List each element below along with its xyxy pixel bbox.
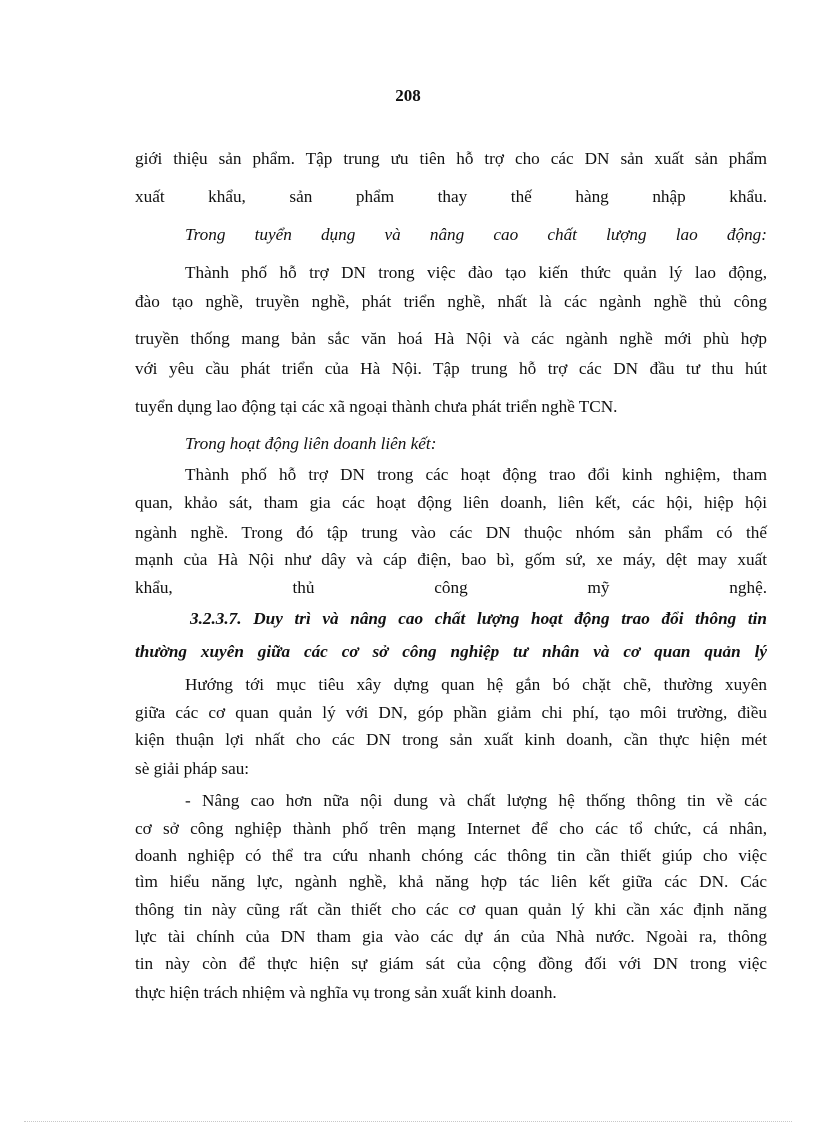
text-line: xuất khẩu, sản phẩm thay thế hàng nhập khẩu. bbox=[135, 187, 767, 206]
text-line: tìm hiểu năng lực, ngành nghề, khả năng hợp tác liên kết giữa các DN. Các bbox=[135, 872, 767, 891]
text-line: kiện thuận lợi nhất cho các DN trong sản xuất kinh doanh, cần thực hiện mét bbox=[135, 730, 767, 749]
text-line: doanh nghiệp có thể tra cứu nhanh chóng các thông tin cần thiết giúp cho việc bbox=[135, 846, 767, 865]
text-line: Thành phố hỗ trợ DN trong các hoạt động trao đổi kinh nghiệm, tham bbox=[185, 465, 767, 484]
section-heading: 3.2.3.7. Duy trì và nâng cao chất lượng hoạt động trao đổi thông tin bbox=[190, 609, 767, 628]
text-line: khẩu, thủ công mỹ nghệ. bbox=[135, 578, 767, 597]
subheading-joint-venture: Trong hoạt động liên doanh liên kết: bbox=[185, 434, 437, 453]
text-line: Thành phố hỗ trợ DN trong việc đào tạo kiến thức quản lý lao động, bbox=[185, 263, 767, 282]
subheading-recruitment: Trong tuyển dụng và nâng cao chất lượng lao động: bbox=[185, 225, 767, 244]
text-line: với yêu cầu phát triển của Hà Nội. Tập trung hỗ trợ các DN đầu tư thu hút bbox=[135, 359, 767, 378]
text-line: thông tin này cũng rất cần thiết cho các cơ quan quản lý khi cần xác định năng bbox=[135, 900, 767, 919]
text-line: đào tạo nghề, truyền nghề, phát triển nghề, nhất là các ngành nghề thủ công bbox=[135, 292, 767, 311]
section-heading: thường xuyên giữa các cơ sở công nghiệp tư nhân và cơ quan quản lý bbox=[135, 642, 767, 661]
text-line: quan, khảo sát, tham gia các hoạt động liên doanh, liên kết, các hội, hiệp hội bbox=[135, 493, 767, 512]
text-line: tin này còn để thực hiện sự giám sát của cộng đồng đối với DN trong việc bbox=[135, 954, 767, 973]
text-line: cơ sở công nghiệp thành phố trên mạng Internet để cho các tổ chức, cá nhân, bbox=[135, 819, 767, 838]
text-line: tuyển dụng lao động tại các xã ngoại thành chưa phát triển nghề TCN. bbox=[135, 397, 618, 416]
text-line: sè giải pháp sau: bbox=[135, 759, 250, 778]
text-line: truyền thống mang bản sắc văn hoá Hà Nội và các ngành nghề mới phù hợp bbox=[135, 329, 767, 348]
text-line: lực tài chính của DN tham gia vào các dự án của Nhà nước. Ngoài ra, thông bbox=[135, 927, 767, 946]
text-line: Hướng tới mục tiêu xây dựng quan hệ gắn bó chặt chẽ, thường xuyên bbox=[185, 675, 767, 694]
text-line: mạnh của Hà Nội như dây và cáp điện, bao bì, gốm sứ, xe máy, dệt may xuất bbox=[135, 550, 767, 569]
page-number: 208 bbox=[395, 86, 421, 105]
text-line: thực hiện trách nhiệm và nghĩa vụ trong sản xuất kinh doanh. bbox=[135, 983, 557, 1002]
page-bottom-rule bbox=[24, 1121, 792, 1122]
text-line: ngành nghề. Trong đó tập trung vào các DN thuộc nhóm sản phẩm có thế bbox=[135, 523, 767, 542]
text-line: - Nâng cao hơn nữa nội dung và chất lượng hệ thống thông tin về các bbox=[185, 791, 767, 810]
text-line: giới thiệu sản phẩm. Tập trung ưu tiên hỗ trợ cho các DN sản xuất sản phẩm bbox=[135, 149, 767, 168]
text-line: giữa các cơ quan quản lý với DN, góp phần giảm chi phí, tạo môi trường, điều bbox=[135, 703, 767, 722]
